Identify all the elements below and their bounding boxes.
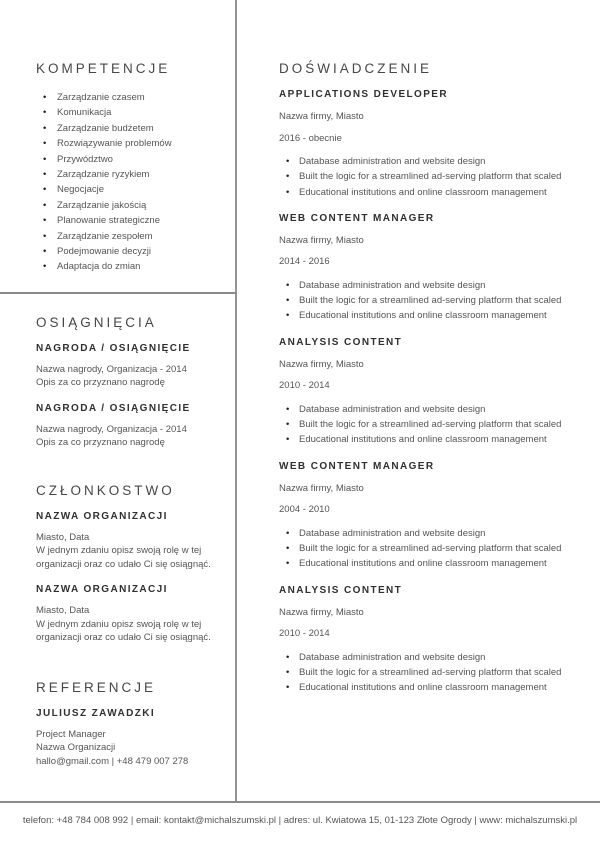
- bullet-icon: •: [286, 666, 290, 678]
- achievement-details: [36, 363, 220, 390]
- list-item: • Zarządzanie ryzykiem: [36, 167, 220, 182]
- job-title: WEB CONTENT MANAGER: [279, 212, 435, 224]
- job-title: ANALYSIS CONTENT: [279, 336, 403, 348]
- list-item: • Built the logic for a streamlined ad-serving platform that scaled: [279, 169, 563, 184]
- reference-details: [36, 728, 220, 769]
- bullet-icon: •: [43, 107, 47, 119]
- bullet-icon: •: [286, 171, 290, 183]
- bullet-icon: •: [286, 279, 290, 291]
- achievement-name-line: Nazwa nagrody, Organizacja - 2014: [36, 423, 187, 435]
- list-item: • Built the logic for a streamlined ad-serving platform that scaled: [279, 665, 563, 680]
- reference-contact-line: hallo@gmail.com | +48 479 007 278: [36, 755, 189, 767]
- bullet-icon: •: [286, 651, 290, 663]
- list-item: • Zarządzanie budżetem: [36, 121, 220, 136]
- dates-line: 2004 - 2010: [279, 504, 330, 516]
- dates-line: 2010 - 2014: [279, 380, 330, 392]
- list-item: • Zarządzanie czasem: [36, 90, 220, 105]
- bullet-icon: •: [43, 199, 47, 211]
- experience-entry: [279, 89, 563, 200]
- achievement-description-line: Opis za co przyznano nagrodę: [36, 377, 165, 389]
- list-item: • Database administration and website design: [279, 402, 563, 417]
- achievement-heading: NAGRODA / OSIĄGNIĘCIE: [36, 342, 191, 354]
- job-bullet-list: [279, 650, 563, 696]
- competencies-list: [36, 90, 220, 275]
- list-item: • Przywództwo: [36, 152, 220, 167]
- job-title: ANALYSIS CONTENT: [279, 584, 403, 596]
- dates-line: 2016 - obecnie: [279, 132, 342, 144]
- bullet-icon: •: [43, 169, 47, 181]
- list-item: • Database administration and website design: [279, 526, 563, 541]
- bullet-icon: •: [43, 261, 47, 273]
- bullet-icon: •: [286, 527, 290, 539]
- achievement-name-line: Nazwa nagrody, Organizacja - 2014: [36, 363, 187, 375]
- list-item: • Built the logic for a streamlined ad-serving platform that scaled: [279, 417, 563, 432]
- list-item: • Zarządzanie jakością: [36, 198, 220, 213]
- membership-entry: [36, 511, 220, 572]
- list-item: • Educational institutions and online classroom management: [279, 680, 563, 695]
- membership-entry: [36, 584, 220, 645]
- reference-name-heading: JULIUSZ ZAWADZKI: [36, 707, 156, 719]
- reference-role-line: Project Manager: [36, 728, 106, 740]
- job-bullet-list: [279, 526, 563, 572]
- job-title: APPLICATIONS DEVELOPER: [279, 89, 448, 100]
- list-item: • Podejmowanie decyzji: [36, 244, 220, 259]
- list-item: • Educational institutions and online classroom management: [279, 432, 563, 447]
- bullet-icon: •: [43, 184, 47, 196]
- company-line: Nazwa firmy, Miasto: [279, 482, 364, 494]
- bullet-icon: •: [286, 156, 290, 167]
- reference-organization-line: Nazwa Organizacji: [36, 742, 116, 754]
- list-item: • Educational institutions and online classroom management: [279, 185, 563, 200]
- company-line: Nazwa firmy, Miasto: [279, 358, 364, 370]
- list-item: • Planowanie strategiczne: [36, 213, 220, 228]
- bullet-icon: •: [43, 122, 47, 134]
- section-title-references: REFERENCJE: [36, 679, 157, 695]
- list-item: • Adaptacja do zmian: [36, 259, 220, 274]
- bullet-icon: •: [286, 419, 290, 431]
- list-item: • Built the logic for a streamlined ad-serving platform that scaled: [279, 541, 563, 556]
- list-item: • Database administration and website design: [279, 650, 563, 665]
- list-item: • Educational institutions and online classroom management: [279, 308, 563, 323]
- organization-name-heading: NAZWA ORGANIZACJI: [36, 510, 168, 522]
- job-title: WEB CONTENT MANAGER: [279, 460, 435, 472]
- membership-details: [36, 604, 220, 645]
- bullet-icon: •: [286, 682, 290, 694]
- section-title-competencies: KOMPETENCJE: [36, 61, 171, 76]
- dates-line: 2014 - 2016: [279, 256, 330, 268]
- list-item: • Database administration and website design: [279, 154, 563, 169]
- section-title-achievements: OSIĄGNIĘCIA: [36, 314, 157, 330]
- bullet-icon: •: [43, 230, 47, 242]
- achievement-heading: NAGRODA / OSIĄGNIĘCIE: [36, 402, 191, 414]
- company-line: Nazwa firmy, Miasto: [279, 606, 364, 618]
- job-bullet-list: [279, 402, 563, 448]
- list-item: • Built the logic for a streamlined ad-serving platform that scaled: [279, 293, 563, 308]
- city-date-line: Miasto, Data: [36, 605, 90, 617]
- achievement-entry: [36, 403, 220, 450]
- bullet-icon: •: [43, 246, 47, 258]
- company-line: Nazwa firmy, Miasto: [279, 234, 364, 246]
- bullet-icon: •: [286, 310, 290, 322]
- list-item: • Database administration and website design: [279, 278, 563, 293]
- organization-name-heading: NAZWA ORGANIZACJI: [36, 584, 168, 596]
- city-date-line: Miasto, Data: [36, 531, 90, 543]
- list-item: • Negocjacje: [36, 182, 220, 197]
- experience-entry: [279, 213, 563, 324]
- membership-details: [36, 531, 220, 572]
- job-bullet-list: [279, 154, 563, 200]
- achievement-description-line: Opis za co przyznano nagrodę: [36, 437, 165, 449]
- bullet-icon: •: [286, 558, 290, 570]
- list-item: • Zarządzanie zespołem: [36, 229, 220, 244]
- right-column: [279, 62, 563, 695]
- column-divider-line: [235, 0, 237, 801]
- section-title-membership: CZŁONKOSTWO: [36, 482, 175, 498]
- membership-description: W jednym zdaniu opisz swoją rolę w tej organizacji oraz co udało Ci się osiągnąć.: [36, 618, 211, 644]
- experience-entry: [279, 585, 563, 696]
- section-title-experience: DOŚWIADCZENIE: [279, 61, 433, 76]
- bullet-icon: •: [286, 186, 290, 198]
- achievement-details: [36, 423, 220, 450]
- reference-entry: [36, 708, 220, 769]
- experience-entry: [279, 337, 563, 448]
- bullet-icon: •: [286, 434, 290, 446]
- bullet-icon: •: [43, 153, 47, 165]
- list-item: • Educational institutions and online classroom management: [279, 556, 563, 571]
- bullet-icon: •: [43, 138, 47, 150]
- bullet-icon: •: [286, 542, 290, 554]
- job-bullet-list: [279, 278, 563, 324]
- bullet-icon: •: [43, 92, 47, 103]
- experience-entry: [279, 461, 563, 572]
- membership-description: W jednym zdaniu opisz swoją rolę w tej organizacji oraz co udało Ci się osiągnąć.: [36, 545, 211, 570]
- footer-divider-line: [0, 801, 600, 803]
- contact-footer: telefon: +48 784 008 992 | email: kontakt@michalszumski.pl | adres: ul. Kwiatowa 15, 01-123 Złote Ogrody | www: michalszumski.pl: [22, 815, 578, 826]
- company-line: Nazwa firmy, Miasto: [279, 111, 364, 122]
- bullet-icon: •: [286, 295, 290, 307]
- list-item: • Komunikacja: [36, 105, 220, 120]
- bullet-icon: •: [286, 403, 290, 415]
- list-item: • Rozwiązywanie problemów: [36, 136, 220, 151]
- left-column: [36, 62, 220, 768]
- dates-line: 2010 - 2014: [279, 628, 330, 640]
- bullet-icon: •: [43, 215, 47, 227]
- achievement-entry: [36, 343, 220, 390]
